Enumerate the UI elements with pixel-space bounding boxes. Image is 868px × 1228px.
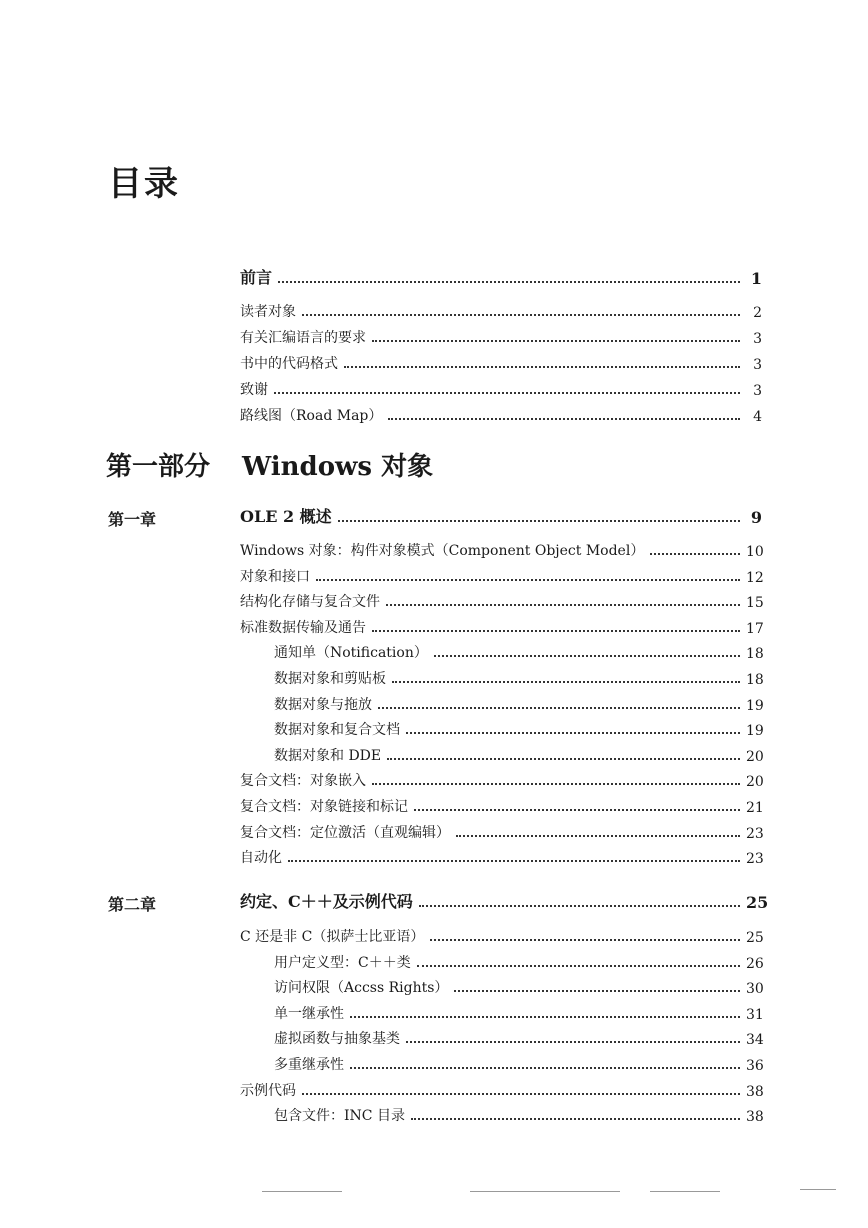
dot-leader <box>274 392 740 394</box>
toc-entry[interactable] <box>240 327 762 347</box>
dot-leader <box>378 707 740 709</box>
toc-entry-title: 数据对象与拖放 <box>274 697 372 713</box>
scan-mark <box>470 1191 620 1192</box>
toc-page-number: 15 <box>746 595 764 611</box>
toc-entry-title: 自动化 <box>240 850 282 866</box>
toc-page-number: 17 <box>746 621 764 637</box>
toc-page-number: 19 <box>746 723 764 739</box>
dot-leader <box>414 809 740 811</box>
toc-entry-title: 前言 <box>240 268 273 287</box>
chapter-label: 第二章 <box>108 895 157 914</box>
toc-entry[interactable] <box>274 668 762 688</box>
part-title: Windows 对象 <box>242 452 434 482</box>
toc-entry-title: 约定、C＋＋及示例代码 <box>240 892 413 911</box>
toc-entry-title: 通知单（Notification） <box>274 645 428 661</box>
toc-entry[interactable] <box>240 540 762 560</box>
toc-entry[interactable] <box>274 1003 762 1023</box>
toc-entry[interactable] <box>274 977 762 997</box>
dot-leader <box>288 860 740 862</box>
toc-page-number: 2 <box>753 305 762 321</box>
toc-entry-title: 读者对象 <box>240 304 296 320</box>
chapter-label: 第一章 <box>108 510 157 529</box>
dot-leader <box>388 418 740 420</box>
toc-entry[interactable] <box>240 822 762 842</box>
toc-entry-title: Windows 对象：构件对象模式（Component Object Model） <box>240 543 645 559</box>
toc-page-number: 3 <box>753 383 762 399</box>
toc-entry[interactable] <box>274 719 762 739</box>
dot-leader <box>406 1041 740 1043</box>
toc-page-number: 36 <box>746 1058 764 1074</box>
toc-page-number: 3 <box>753 331 762 347</box>
toc-entry-title: 有关汇编语言的要求 <box>240 330 366 346</box>
dot-leader <box>386 604 740 606</box>
toc-entry-title: 数据对象和 DDE <box>274 748 382 764</box>
dot-leader <box>430 939 740 941</box>
toc-entry-title: 复合文档：对象嵌入 <box>240 773 366 789</box>
dot-leader <box>344 366 740 368</box>
toc-page-number: 3 <box>753 357 762 373</box>
dot-leader <box>650 553 740 555</box>
toc-page-number: 1 <box>750 269 762 288</box>
toc-page-number: 10 <box>746 544 764 560</box>
toc-entry-title: 单一继承性 <box>274 1006 344 1022</box>
toc-entry-title: 复合文档：定位激活（直观编辑） <box>240 825 450 841</box>
toc-entry-title: 致谢 <box>240 382 268 398</box>
toc-page-number: 18 <box>746 672 764 688</box>
dot-leader <box>372 630 740 632</box>
toc-heading[interactable] <box>240 266 762 288</box>
dot-leader <box>350 1067 740 1069</box>
dot-leader <box>419 905 740 907</box>
scan-mark <box>800 1189 836 1190</box>
toc-entry-title: 标准数据传输及通告 <box>240 620 366 636</box>
toc-page-number: 25 <box>746 893 769 912</box>
toc-page-number: 9 <box>750 508 762 527</box>
toc-entry-title: OLE 2 概述 <box>240 507 332 526</box>
scan-mark <box>262 1191 342 1192</box>
toc-entry[interactable] <box>240 405 762 425</box>
dot-leader <box>278 281 740 283</box>
toc-page-number: 20 <box>746 749 764 765</box>
toc-entry-title: 对象和接口 <box>240 569 310 585</box>
dot-leader <box>316 579 740 581</box>
toc-entry[interactable] <box>240 301 762 321</box>
toc-entry-title: C 还是非 C（拟萨士比亚语） <box>240 929 425 945</box>
toc-entry[interactable] <box>240 379 762 399</box>
toc-page-number: 23 <box>746 826 764 842</box>
toc-entry-title: 结构化存储与复合文件 <box>240 594 380 610</box>
dot-leader <box>302 1093 740 1095</box>
dot-leader <box>302 314 740 316</box>
dot-leader <box>406 732 740 734</box>
toc-entry[interactable] <box>274 745 762 765</box>
toc-entry-title: 虚拟函数与抽象基类 <box>274 1031 400 1047</box>
dot-leader <box>392 681 740 683</box>
toc-page-number: 38 <box>746 1084 764 1100</box>
toc-entry[interactable] <box>274 952 762 972</box>
toc-entry[interactable] <box>240 926 762 946</box>
dot-leader <box>350 1016 740 1018</box>
toc-page-number: 12 <box>746 570 764 586</box>
dot-leader <box>372 783 740 785</box>
toc-entry[interactable] <box>240 591 762 611</box>
dot-leader <box>411 1118 740 1120</box>
toc-entry[interactable] <box>240 617 762 637</box>
toc-page-number: 4 <box>753 409 762 425</box>
toc-entry-title: 复合文档：对象链接和标记 <box>240 799 408 815</box>
toc-entry-title: 多重继承性 <box>274 1057 344 1073</box>
toc-entry[interactable] <box>274 1105 762 1125</box>
toc-entry-title: 示例代码 <box>240 1083 296 1099</box>
toc-entry[interactable] <box>240 770 762 790</box>
toc-heading[interactable] <box>240 505 762 527</box>
toc-page-number: 19 <box>746 698 764 714</box>
toc-entry-title: 访问权限（Accss Rights） <box>274 980 449 996</box>
dot-leader <box>434 655 740 657</box>
toc-entry-title: 用户定义型：C＋＋类 <box>274 955 411 971</box>
toc-page-number: 34 <box>746 1032 764 1048</box>
toc-entry[interactable] <box>274 1028 762 1048</box>
toc-page-number: 21 <box>746 800 764 816</box>
dot-leader <box>454 990 740 992</box>
toc-entry[interactable] <box>274 1054 762 1074</box>
toc-entry[interactable] <box>240 1080 762 1100</box>
dot-leader <box>338 520 740 522</box>
toc-entry-title: 书中的代码格式 <box>240 356 338 372</box>
toc-page-number: 26 <box>746 956 764 972</box>
toc-page-number: 18 <box>746 646 764 662</box>
toc-page-number: 25 <box>746 930 764 946</box>
scan-mark <box>650 1191 720 1192</box>
dot-leader <box>372 340 740 342</box>
toc-page-number: 30 <box>746 981 764 997</box>
toc-entry[interactable] <box>240 847 762 867</box>
dot-leader <box>456 835 740 837</box>
dot-leader <box>417 965 740 967</box>
page-title: 目录 <box>108 164 180 204</box>
part-label: 第一部分 <box>106 452 211 482</box>
dot-leader <box>387 758 740 760</box>
toc-entry-title: 数据对象和剪贴板 <box>274 671 386 687</box>
toc-entry[interactable] <box>274 694 762 714</box>
toc-page-number: 38 <box>746 1109 764 1125</box>
toc-entry-title: 路线图（Road Map） <box>240 408 383 424</box>
toc-entry[interactable] <box>240 353 762 373</box>
toc-entry-title: 包含文件：INC 目录 <box>274 1108 405 1124</box>
toc-page-number: 23 <box>746 851 764 867</box>
toc-page-number: 20 <box>746 774 764 790</box>
toc-entry-title: 数据对象和复合文档 <box>274 722 400 738</box>
toc-entry[interactable] <box>274 642 762 662</box>
toc-page-number: 31 <box>746 1007 764 1023</box>
toc-entry[interactable] <box>240 796 762 816</box>
toc-entry[interactable] <box>240 566 762 586</box>
toc-heading[interactable] <box>240 890 769 912</box>
